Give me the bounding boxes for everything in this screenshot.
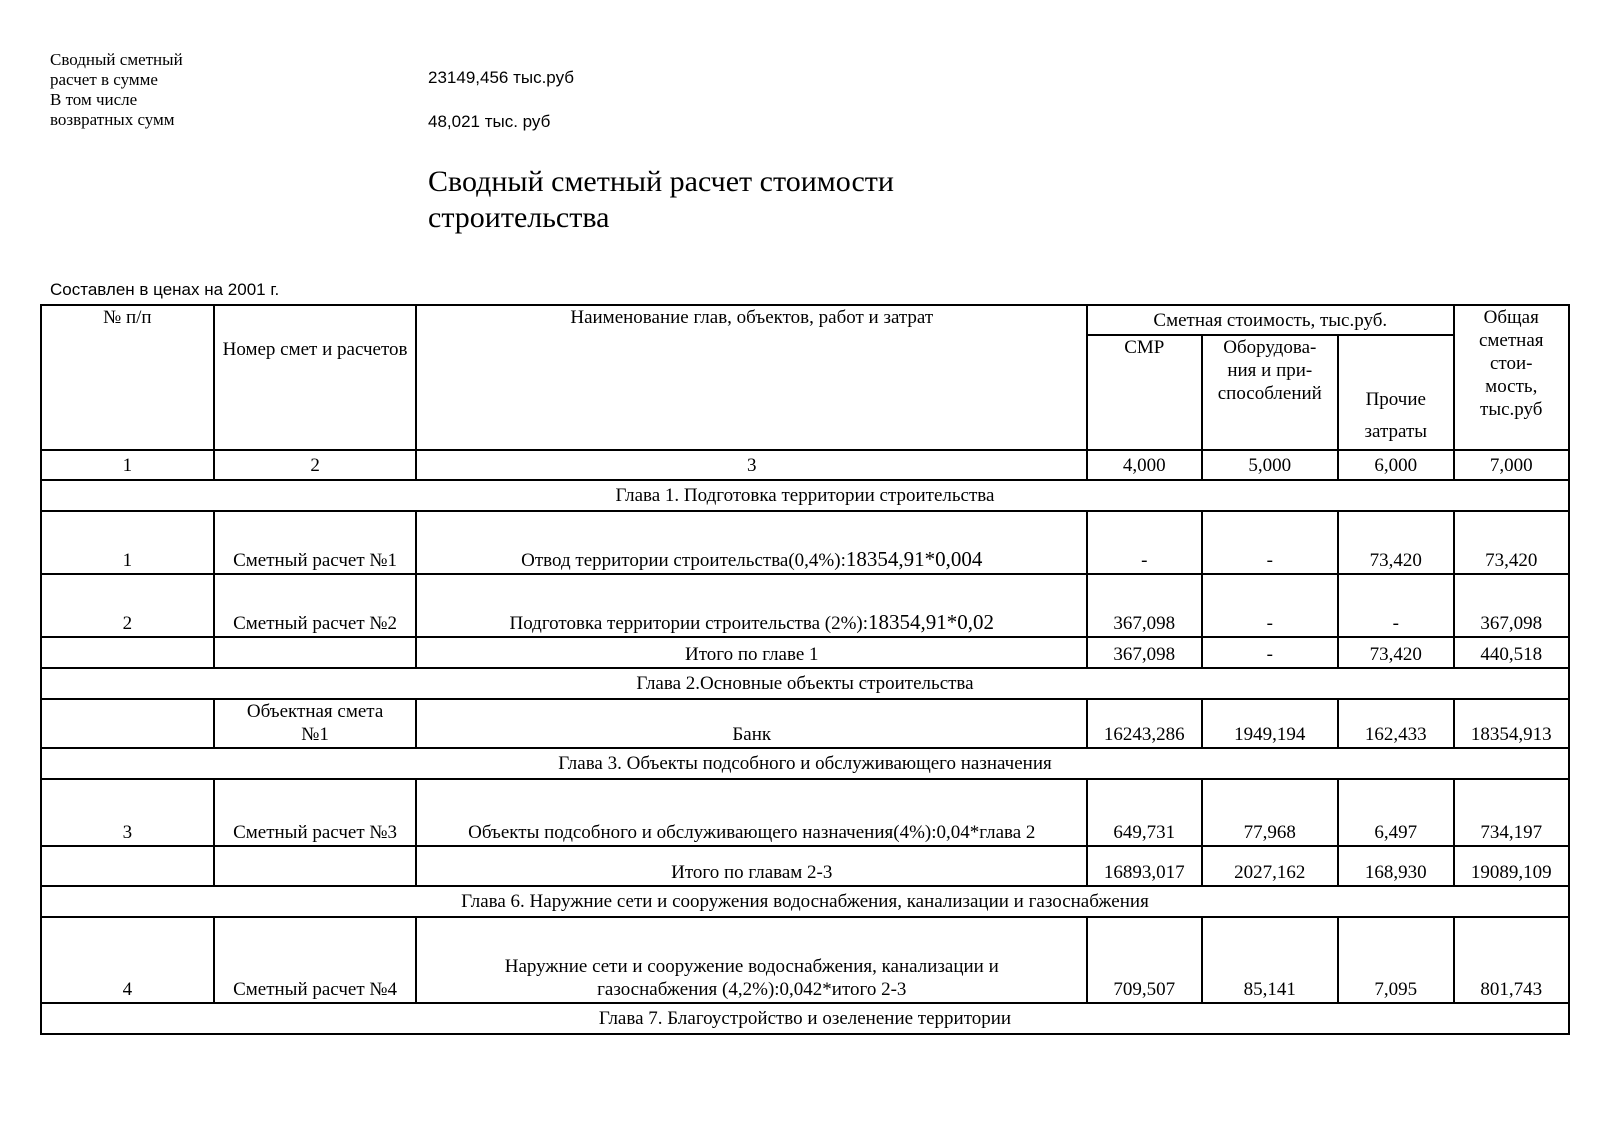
sum-label-line2: расчет в сумме <box>50 70 158 89</box>
chapter-7-title: Глава 7. Благоустройство и озеленение территории <box>41 1003 1569 1034</box>
row-other: 73,420 <box>1338 637 1453 668</box>
table-row <box>41 917 1569 1003</box>
col-total-header <box>1454 305 1570 450</box>
col-cost-group-header: Сметная стоимость, тыс.руб. <box>1087 305 1453 335</box>
chapter-row <box>41 480 1569 511</box>
row-equip: - <box>1202 637 1339 668</box>
subtotal-name: Итого по главе 1 <box>416 637 1087 668</box>
index-cell: 1 <box>41 450 214 480</box>
col-num-header: № п/п <box>41 305 214 450</box>
row-total: 734,197 <box>1454 779 1570 846</box>
subtotal-row <box>41 637 1569 668</box>
sum-value: 23149,456 тыс.руб <box>428 68 575 87</box>
title-line2: строительства <box>428 201 610 234</box>
row-total: 18354,913 <box>1454 699 1570 748</box>
row-num: 1 <box>41 511 214 574</box>
chapter-6-title: Глава 6. Наружние сети и сооружения водоснабжения, канализации и газоснабжения <box>41 886 1569 917</box>
row-formula: 18354,91*0,004 <box>845 547 983 571</box>
row-formula: 18354,91*0,02 <box>868 610 995 634</box>
row-equip: - <box>1202 511 1339 574</box>
table-row <box>41 511 1569 574</box>
total-header-line3: стои- <box>1490 353 1533 374</box>
index-cell: 3 <box>416 450 1087 480</box>
subtotal-row <box>41 846 1569 886</box>
total-header-line5: тыс.руб <box>1480 399 1543 420</box>
row-smr: 16893,017 <box>1087 846 1201 886</box>
total-header-line2: сметная <box>1478 330 1544 351</box>
table-row <box>41 574 1569 637</box>
row-doc: Сметный расчет №3 <box>214 779 417 846</box>
header-row <box>41 305 1569 335</box>
other-header-line2: затраты <box>1364 421 1428 442</box>
row-doc: Сметный расчет №2 <box>214 574 417 637</box>
row-other: - <box>1338 574 1453 637</box>
equip-header-line3: способлений <box>1217 383 1322 404</box>
table-row <box>41 779 1569 846</box>
row-smr: 367,098 <box>1087 637 1201 668</box>
row-total: 73,420 <box>1454 511 1570 574</box>
total-header-line1: Общая <box>1483 307 1539 328</box>
row-doc-line1: Объектная смета <box>246 701 384 722</box>
row-other: 162,433 <box>1338 699 1453 748</box>
composed-note: Составлен в ценах на 2001 г. <box>50 280 280 299</box>
return-label-line2: возвратных сумм <box>50 110 175 129</box>
return-value: 48,021 тыс. руб <box>428 112 551 131</box>
subtotal-name: Итого по главам 2-3 <box>416 846 1087 886</box>
estimate-table <box>40 304 1570 1035</box>
index-cell: 4,000 <box>1087 450 1201 480</box>
row-num <box>41 699 214 748</box>
other-header-line1: Прочие <box>1365 389 1426 410</box>
chapter-2-title: Глава 2.Основные объекты строительства <box>41 668 1569 699</box>
index-cell: 7,000 <box>1454 450 1570 480</box>
row-other: 168,930 <box>1338 846 1453 886</box>
row-name <box>416 574 1087 637</box>
row-equip: 85,141 <box>1202 917 1339 1003</box>
col-smr-header: СМР <box>1087 335 1201 450</box>
total-header-line4: мость, <box>1485 376 1538 397</box>
row-smr: - <box>1087 511 1201 574</box>
chapter-row <box>41 1003 1569 1034</box>
sum-label <box>50 50 183 130</box>
title-line1: Сводный сметный расчет стоимости <box>428 165 894 198</box>
table-row <box>41 699 1569 748</box>
row-doc: Сметный расчет №4 <box>214 917 417 1003</box>
chapter-3-title: Глава 3. Объекты подсобного и обслуживающего назначения <box>41 748 1569 779</box>
row-num: 4 <box>41 917 214 1003</box>
col-doc-header: Номер смет и расчетов <box>214 305 417 450</box>
row-name-text: Отвод территории строительства(0,4%): <box>521 550 846 571</box>
row-equip: - <box>1202 574 1339 637</box>
document-title <box>428 164 1028 236</box>
row-doc: Сметный расчет №1 <box>214 511 417 574</box>
chapter-row <box>41 668 1569 699</box>
row-total: 801,743 <box>1454 917 1570 1003</box>
row-doc <box>214 637 417 668</box>
row-name: Объекты подсобного и обслуживающего назначения(4%):0,04*глава 2 <box>416 779 1087 846</box>
row-other: 73,420 <box>1338 511 1453 574</box>
sum-label-line1: Сводный сметный <box>50 50 183 69</box>
equip-header-line1: Оборудова- <box>1223 337 1317 358</box>
row-equip: 2027,162 <box>1202 846 1339 886</box>
chapter-1-title: Глава 1. Подготовка территории строительства <box>41 480 1569 511</box>
index-cell: 2 <box>214 450 417 480</box>
row-name <box>416 917 1087 1003</box>
row-total: 367,098 <box>1454 574 1570 637</box>
row-name <box>416 511 1087 574</box>
row-num <box>41 637 214 668</box>
row-smr: 649,731 <box>1087 779 1201 846</box>
row-name-text: Подготовка территории строительства (2%): <box>509 613 869 634</box>
row-doc <box>214 846 417 886</box>
row-total: 19089,109 <box>1454 846 1570 886</box>
row-name-line2: газоснабжения (4,2%):0,042*итого 2-3 <box>597 979 907 1000</box>
row-smr: 367,098 <box>1087 574 1201 637</box>
row-name-line1: Наружние сети и сооружение водоснабжения, канализации и <box>504 956 999 977</box>
row-total: 440,518 <box>1454 637 1570 668</box>
row-doc-line2: №1 <box>301 724 329 745</box>
row-other: 6,497 <box>1338 779 1453 846</box>
row-other: 7,095 <box>1338 917 1453 1003</box>
index-cell: 5,000 <box>1202 450 1339 480</box>
col-name-header: Наименование глав, объектов, работ и затрат <box>416 305 1087 450</box>
chapter-row <box>41 748 1569 779</box>
row-smr: 16243,286 <box>1087 699 1201 748</box>
row-name: Банк <box>416 699 1087 748</box>
chapter-row <box>41 886 1569 917</box>
return-label-line1: В том числе <box>50 90 138 109</box>
equip-header-line2: ния и при- <box>1227 360 1313 381</box>
row-equip: 1949,194 <box>1202 699 1339 748</box>
col-equip-header <box>1202 335 1339 450</box>
row-num: 2 <box>41 574 214 637</box>
row-num: 3 <box>41 779 214 846</box>
row-doc <box>214 699 417 748</box>
row-num <box>41 846 214 886</box>
index-cell: 6,000 <box>1338 450 1453 480</box>
col-other-header <box>1338 335 1453 450</box>
row-equip: 77,968 <box>1202 779 1339 846</box>
index-row <box>41 450 1569 480</box>
row-smr: 709,507 <box>1087 917 1201 1003</box>
